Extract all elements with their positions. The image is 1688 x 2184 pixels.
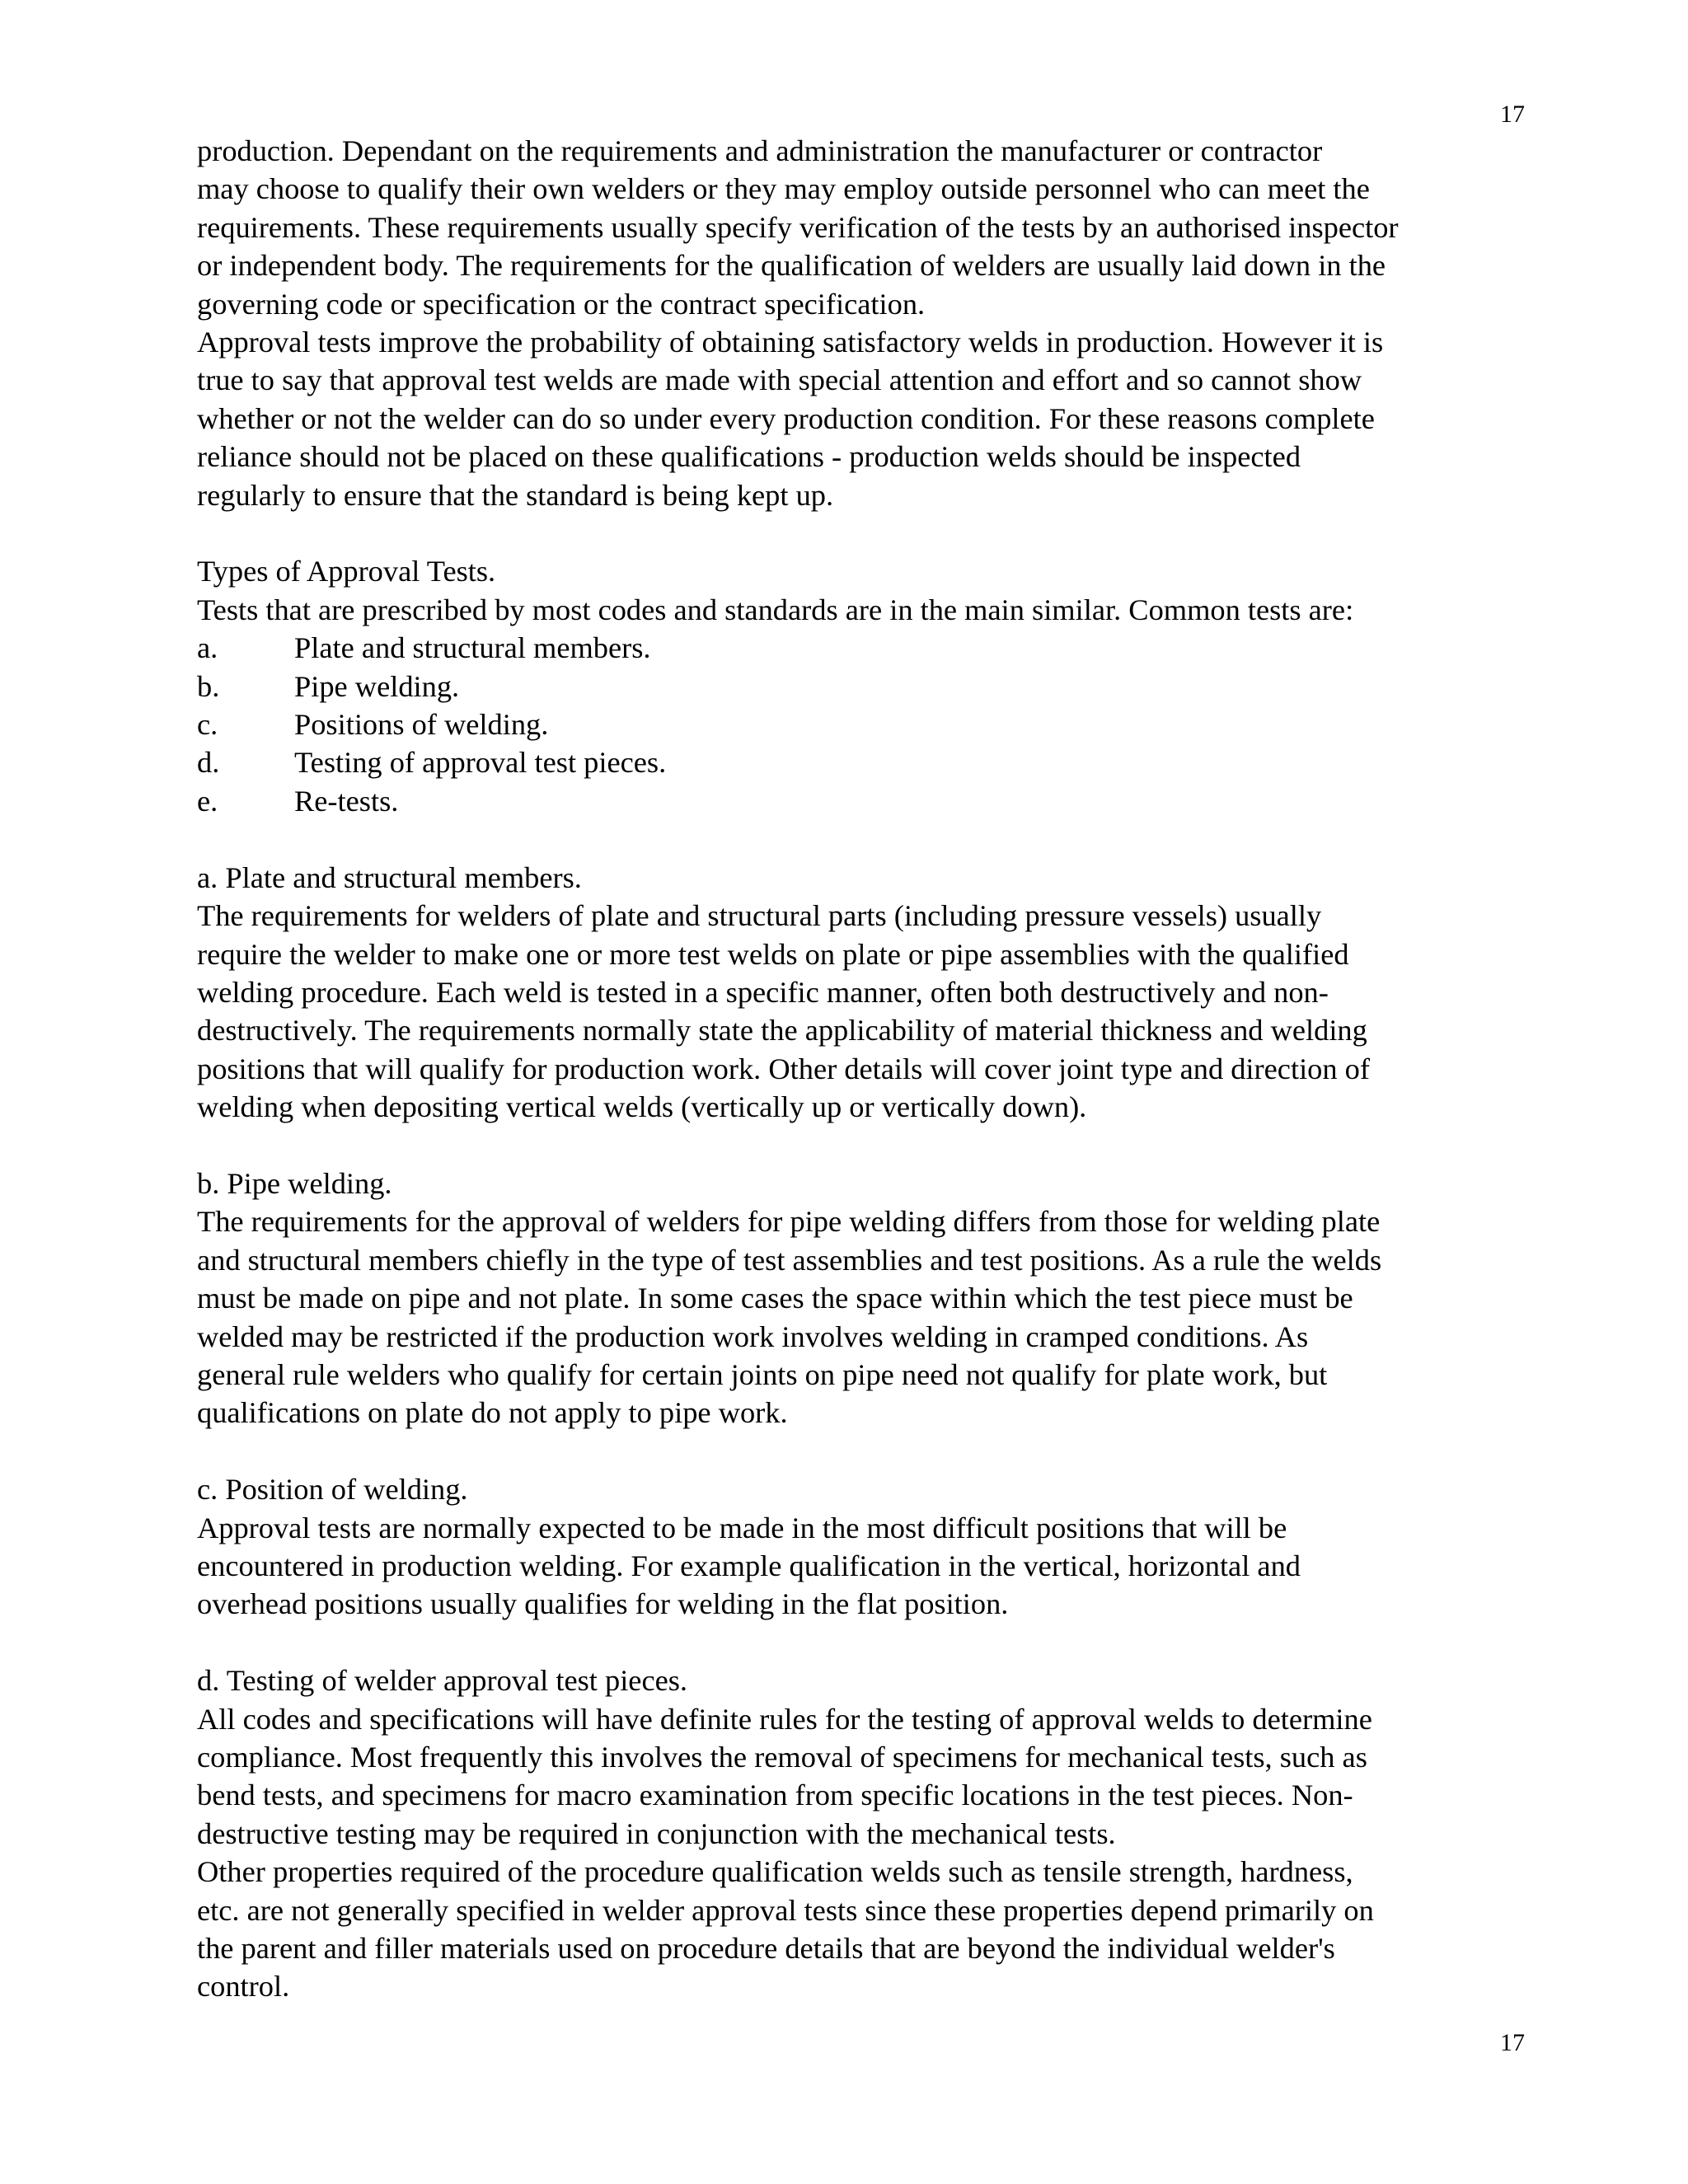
- list-item: [197, 782, 1532, 820]
- list-text: Plate and structural members.: [294, 631, 651, 665]
- types-heading: Types of Approval Tests.: [197, 555, 496, 588]
- list-text: Positions of welding.: [294, 708, 549, 742]
- section-d-body-2: Other properties required of the procedure qualification welds such as tensile strength, hardness, etc. are not generally specified in welder approval tests since these properties depend primarily on the parent and filler materials used on procedure details that are beyond the individual welder's control.: [197, 1855, 1374, 2004]
- section-a-body: The requirements for welders of plate and structural parts (including pressure vessels) usually require the welder to make one or more test welds on plate or pipe assemblies with the qualified welding procedure. Each weld is tested in a specific manner, often both destructively and non- destructively. The requirements normally state the applicability of material thickness and welding positions that will qualify for production work. Other details will cover joint type and direction of welding when depositing vertical welds (vertically up or vertically down).: [197, 899, 1370, 1124]
- page-number-top: 17: [1500, 101, 1525, 128]
- list-item: [197, 743, 1532, 781]
- spacer: [197, 1624, 1532, 1661]
- spacer: [197, 1432, 1532, 1470]
- page-content: [197, 132, 1532, 2006]
- list-text: Testing of approval test pieces.: [294, 746, 667, 780]
- intro-paragraph-1: production. Dependant on the requirements and administration the manufacturer or contractor may choose to qualify their own welders or they may employ outside personnel who can meet the requirements. These requirements usually specify verification of the tests by an authorised inspector or independent body. The requirements for the qualification of welders are usually laid down in the governing code or specification or the contract specification.: [197, 134, 1399, 321]
- list-item: [197, 705, 1532, 743]
- list-text: Re-tests.: [294, 784, 399, 818]
- section-c-heading: c. Position of welding.: [197, 1473, 468, 1507]
- list-marker: e.: [197, 784, 218, 818]
- section-d-body-1: All codes and specifications will have definite rules for the testing of approval welds to determine compliance. Most frequently this involves the removal of specimens for mechanical tests, such as bend tests, and specimens for macro examination from specific locations in the test pieces. Non- destructive testing may be required in conjunction with the mechanical tests.: [197, 1702, 1372, 1850]
- list-marker: d.: [197, 746, 220, 780]
- list-item: [197, 668, 1532, 705]
- page-number-bottom: 17: [1500, 2029, 1525, 2056]
- spacer: [197, 1127, 1532, 1165]
- spacer: [197, 514, 1532, 552]
- list-marker: c.: [197, 708, 218, 742]
- section-c-body: Approval tests are normally expected to be made in the most difficult positions that will be encountered in production welding. For example qualification in the vertical, horizontal and overhead positions usually qualifies for welding in the flat position.: [197, 1511, 1301, 1621]
- intro-paragraph-2: Approval tests improve the probability of obtaining satisfactory welds in production. However it is true to say that approval test welds are made with special attention and effort and so cannot show whether or not the welder can do so under every production condition. For these reasons complete reliance should not be placed on these qualifications - production welds should be inspected regularly to ensure that the standard is being kept up.: [197, 326, 1384, 512]
- list-item: [197, 629, 1532, 667]
- list-marker: a.: [197, 631, 218, 665]
- section-b-heading: b. Pipe welding.: [197, 1166, 392, 1200]
- section-d-heading: d. Testing of welder approval test pieces.: [197, 1664, 688, 1698]
- list-marker: b.: [197, 669, 220, 703]
- list-text: Pipe welding.: [294, 669, 460, 703]
- section-a-heading: a. Plate and structural members.: [197, 860, 582, 894]
- types-lead: Tests that are prescribed by most codes and standards are in the main similar. Common tests are:: [197, 593, 1354, 626]
- section-b-body: The requirements for the approval of welders for pipe welding differs from those for welding plate and structural members chiefly in the type of test assemblies and test positions. As a rule the welds must be made on pipe and not plate. In some cases the space within which the test piece must be welded may be restricted if the production work involves welding in cramped conditions. As general rule welders who qualify for certain joints on pipe need not qualify for plate work, but qualifications on plate do not apply to pipe work.: [197, 1205, 1382, 1430]
- spacer: [197, 820, 1532, 858]
